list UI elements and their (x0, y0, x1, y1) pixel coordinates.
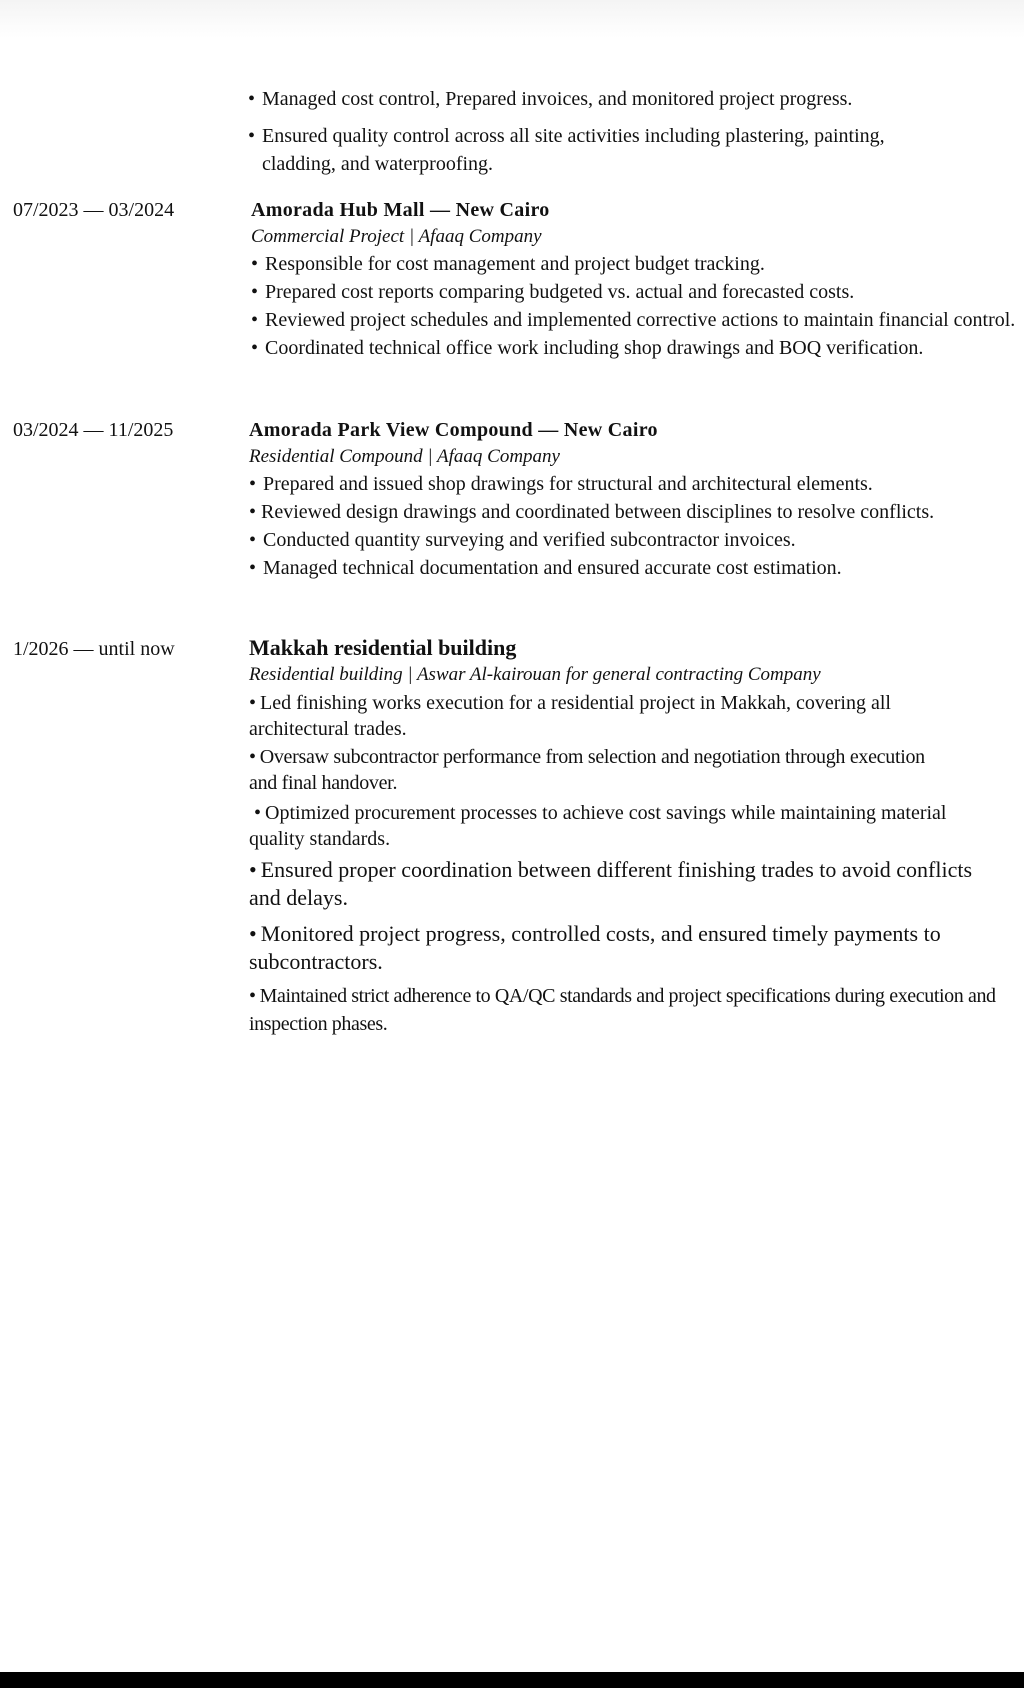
entry-date: 1/2026 — until now (13, 638, 175, 660)
bullet-item: • Prepared cost reports comparing budgeted vs. actual and forecasted costs. (251, 278, 1021, 306)
project-subtitle: Residential building | Aswar Al-kairouan for general contracting Company (249, 664, 821, 685)
top-shadow (0, 0, 1024, 38)
bullet-item: • Responsible for cost management and project budget tracking. (251, 250, 1021, 278)
bullet-dot: • (249, 921, 257, 946)
bullet-dot: • (249, 746, 256, 768)
entry-date: 03/2024 — 11/2025 (13, 419, 174, 441)
bullet-item: • Reviewed design drawings and coordinated between disciplines to resolve conflicts. (249, 498, 1019, 526)
project-title: Amorada Hub Mall — New Cairo (251, 199, 550, 221)
bullet-dot: • (248, 88, 256, 110)
bullet-item: • Managed cost control, Prepared invoices, and monitored project progress. (248, 88, 853, 110)
bullet-dot: • (251, 253, 259, 275)
bullet-dot: • (248, 125, 256, 147)
continued-content (248, 86, 1018, 178)
bullet-item: • Coordinated technical office work including shop drawings and BOQ verification. (251, 334, 1021, 362)
bullet-item: • Monitored project progress, controlled costs, and ensured timely payments to subcontractors. (249, 921, 941, 974)
bullet-dot: • (249, 557, 257, 579)
project-title: Amorada Park View Compound — New Cairo (249, 419, 658, 441)
project-subtitle: Residential Compound | Afaaq Company (249, 446, 560, 467)
bullet-item: • Prepared and issued shop drawings for structural and architectural elements. (249, 470, 1019, 498)
project-title: Makkah residential building (249, 635, 517, 660)
bullet-dot: • (251, 281, 259, 303)
bullet-dot: • (249, 473, 257, 495)
bullet-dot: • (249, 985, 256, 1007)
entry-content (251, 198, 1021, 362)
bullet-dot: • (249, 692, 257, 714)
bullet-dot: • (249, 802, 262, 824)
bullet-item: • Oversaw subcontractor performance from selection and negotiation through execution and final handover. (249, 746, 925, 794)
bottom-bar (0, 1672, 1024, 1688)
bullet-item: • Conducted quantity surveying and verified subcontractor invoices. (249, 526, 1019, 554)
bullet-dot: • (249, 857, 257, 882)
bullet-dot: • (251, 309, 259, 331)
bullet-item: • Led finishing works execution for a residential project in Makkah, covering all architectural trades. (249, 692, 891, 740)
bullet-item: • Maintained strict adherence to QA/QC standards and project specifications during execution and inspection phases. (249, 985, 996, 1035)
bullet-dot: • (249, 501, 257, 523)
bullet-item: • Optimized procurement processes to achieve cost savings while maintaining material quality standards. (249, 802, 947, 850)
bullet-item: • Ensured quality control across all site activities including plastering, painting, cladding, and waterproofing. (248, 122, 1018, 178)
bullet-item: • Ensured proper coordination between different finishing trades to avoid conflicts and delays. (249, 857, 973, 910)
entry-content (249, 418, 1019, 582)
entry-content (249, 636, 1021, 1038)
bullet-item: • Managed technical documentation and ensured accurate cost estimation. (249, 554, 1019, 582)
bullet-item: • Reviewed project schedules and implemented corrective actions to maintain financial control. (251, 306, 1021, 334)
entry-date: 07/2023 — 03/2024 (13, 199, 175, 221)
project-subtitle: Commercial Project | Afaaq Company (251, 226, 542, 247)
bullet-dot: • (251, 337, 259, 359)
bullet-dot: • (249, 529, 257, 551)
